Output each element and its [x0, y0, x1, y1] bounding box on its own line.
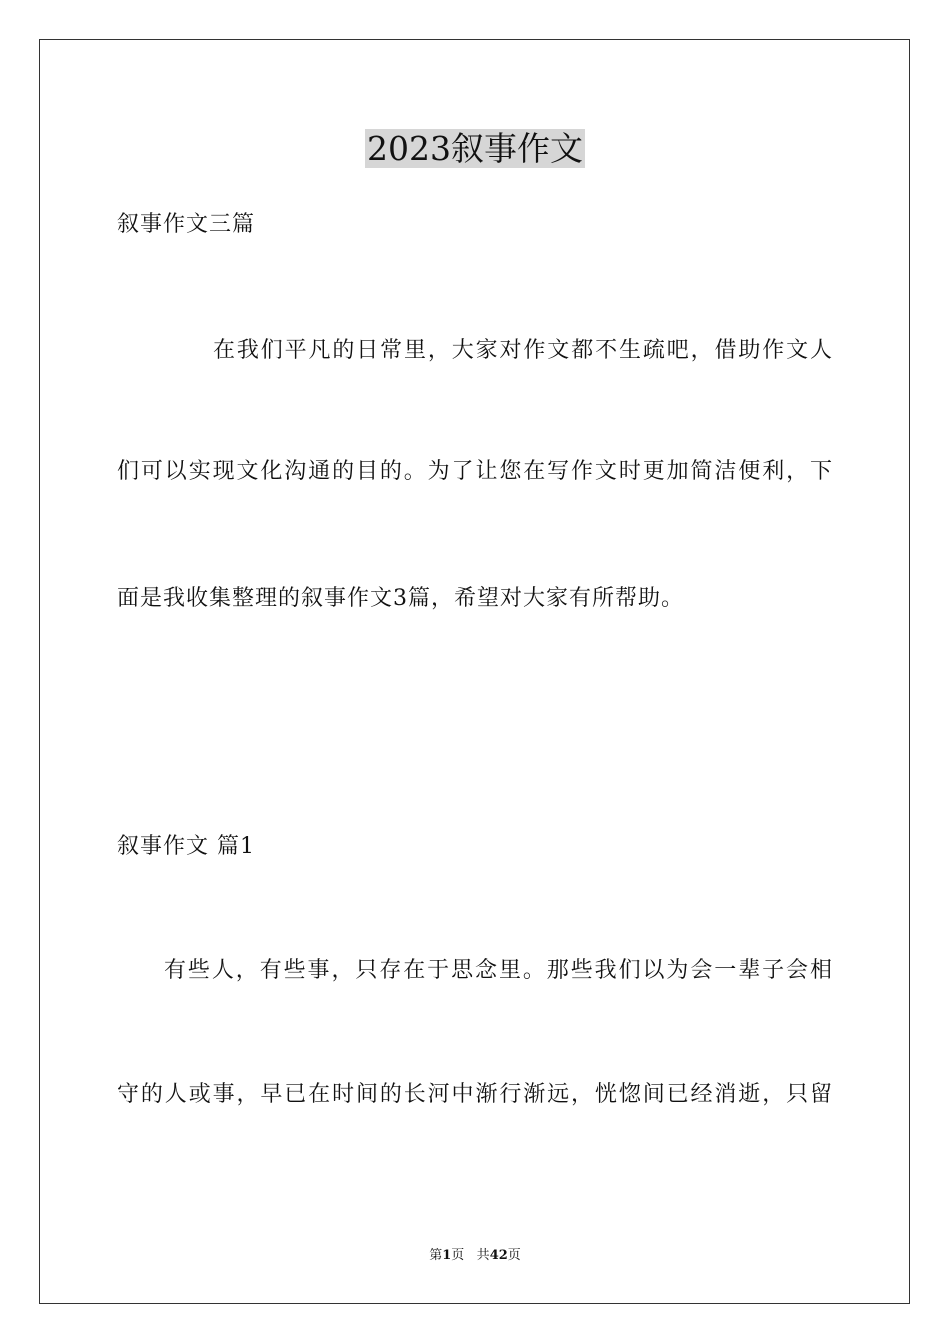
intro-paragraph-line-3: 面是我收集整理的叙事作文3篇，希望对大家有所帮助。	[117, 586, 684, 611]
document-title	[0, 128, 950, 170]
intro-paragraph-line-2: 们可以实现文化沟通的目的。为了让您在写作文时更加简洁便利，下	[117, 459, 833, 484]
footer-total-suffix: 页	[507, 1248, 521, 1263]
footer-page-prefix: 第	[429, 1248, 443, 1263]
section-paragraph-line-1: 有些人，有些事，只存在于思念里。那些我们以为会一辈子会相	[164, 958, 833, 983]
document-subtitle: 叙事作文三篇	[117, 212, 256, 237]
footer-page-current: 1	[442, 1248, 452, 1263]
footer-page-total: 42	[489, 1248, 508, 1263]
page-footer	[0, 1247, 950, 1265]
section-paragraph-line-2: 守的人或事，早已在时间的长河中渐行渐远，恍惚间已经消逝，只留	[117, 1082, 833, 1107]
intro-paragraph-line-1: 在我们平凡的日常里，大家对作文都不生疏吧，借助作文人	[213, 338, 833, 363]
footer-total-prefix: 共	[476, 1248, 490, 1263]
section-heading: 叙事作文 篇1	[117, 834, 255, 859]
document-title-text: 2023叙事作文	[367, 129, 583, 168]
footer-page-suffix: 页	[451, 1248, 465, 1263]
